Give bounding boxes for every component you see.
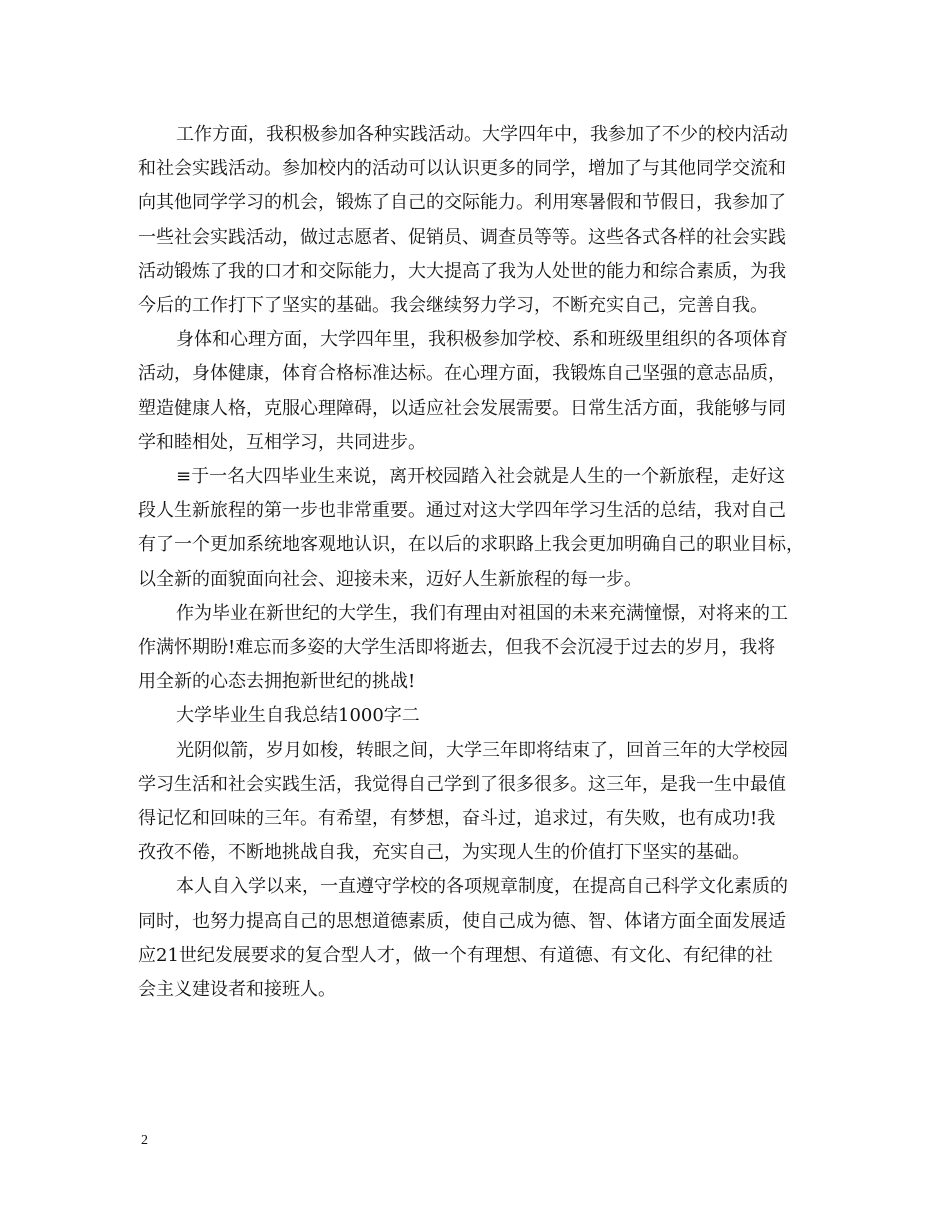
text-line: 有了一个更加系统地客观地认识，在以后的求职路上我会更加明确自己的职业目标，: [138, 534, 804, 556]
text-line: 以全新的面貌面向社会、迎接未来，迈好人生新旅程的每一步。: [138, 568, 642, 590]
text-line: 塑造健康人格，克服心理障碍，以适应社会发展需要。日常生活方面，我能够与同: [138, 397, 786, 419]
text-line: 活动，身体健康，体育合格标准达标。在心理方面，我锻炼自己坚强的意志品质，: [138, 363, 786, 385]
section-heading: [138, 699, 828, 733]
body-text: [138, 118, 828, 1007]
paragraph-time-flies: [138, 734, 828, 871]
text-line: 同时，也努力提高自己的思想道德素质，使自己成为德、智、体诸方面全面发展适: [138, 910, 786, 932]
paragraph-body-mind: [138, 323, 828, 460]
page-number: 2: [141, 1133, 148, 1148]
text-line: 会主义建设者和接班人。: [138, 979, 336, 1001]
text-line: 应21世纪发展要求的复合型人才，做一个有理想、有道德、有文化、有纪律的社: [138, 944, 773, 966]
text-line: 得记忆和回味的三年。有希望，有梦想，奋斗过，追求过，有失败，也有成功!我: [138, 808, 776, 830]
text-line: 身体和心理方面，大学四年里，我积极参加学校、系和班级里组织的各项体育: [176, 329, 788, 351]
heading-line: 大学毕业生自我总结1000字二: [176, 705, 420, 727]
paragraph-new-journey: [138, 460, 828, 597]
text-line: 工作方面，我积极参加各种实践活动。大学四年中，我参加了不少的校内活动: [176, 124, 788, 145]
paragraph-since-enrollment: [138, 870, 828, 1007]
text-line: 和社会实践活动。参加校内的活动可以认识更多的同学，增加了与其他同学交流和: [138, 158, 786, 180]
text-line: 一些社会实践活动，做过志愿者、促销员、调查员等等。这些各式各样的社会实践: [138, 226, 786, 248]
text-line: 段人生新旅程的第一步也非常重要。通过对这大学四年学习生活的总结，我对自己: [138, 500, 786, 522]
text-line: ≡于一名大四毕业生来说，离开校园踏入社会就是人生的一个新旅程，走好这: [176, 466, 786, 488]
text-line: 向其他同学学习的机会，锻炼了自己的交际能力。利用寒暑假和节假日，我参加了: [138, 192, 786, 214]
text-line: 作为毕业在新世纪的大学生，我们有理由对祖国的未来充满憧憬，对将来的工: [176, 602, 788, 624]
text-line: 学和睦相处，互相学习，共同进步。: [138, 431, 426, 453]
text-line: 用全新的心态去拥抱新世纪的挑战!: [138, 671, 416, 693]
paragraph-new-century: [138, 597, 828, 700]
text-line: 学习生活和社会实践生活，我觉得自己学到了很多很多。这三年，是我一生中最值: [138, 773, 786, 795]
paragraph-work: [138, 118, 828, 323]
text-line: 孜孜不倦，不断地挑战自我，充实自己，为实现人生的价值打下坚实的基础。: [138, 842, 750, 864]
text-line: 活动锻炼了我的口才和交际能力，大大提高了我为人处世的能力和综合素质，为我: [138, 260, 786, 282]
text-line: 本人自入学以来，一直遵守学校的各项规章制度，在提高自己科学文化素质的: [176, 876, 788, 898]
text-line: 今后的工作打下了坚实的基础。我会继续努力学习，不断充实自己，完善自我。: [138, 295, 768, 317]
text-line: 光阴似箭，岁月如梭，转眼之间，大学三年即将结束了，回首三年的大学校园: [176, 739, 788, 761]
text-line: 作满怀期盼!难忘而多姿的大学生活即将逝去，但我不会沉浸于过去的岁月，我将: [138, 637, 776, 659]
